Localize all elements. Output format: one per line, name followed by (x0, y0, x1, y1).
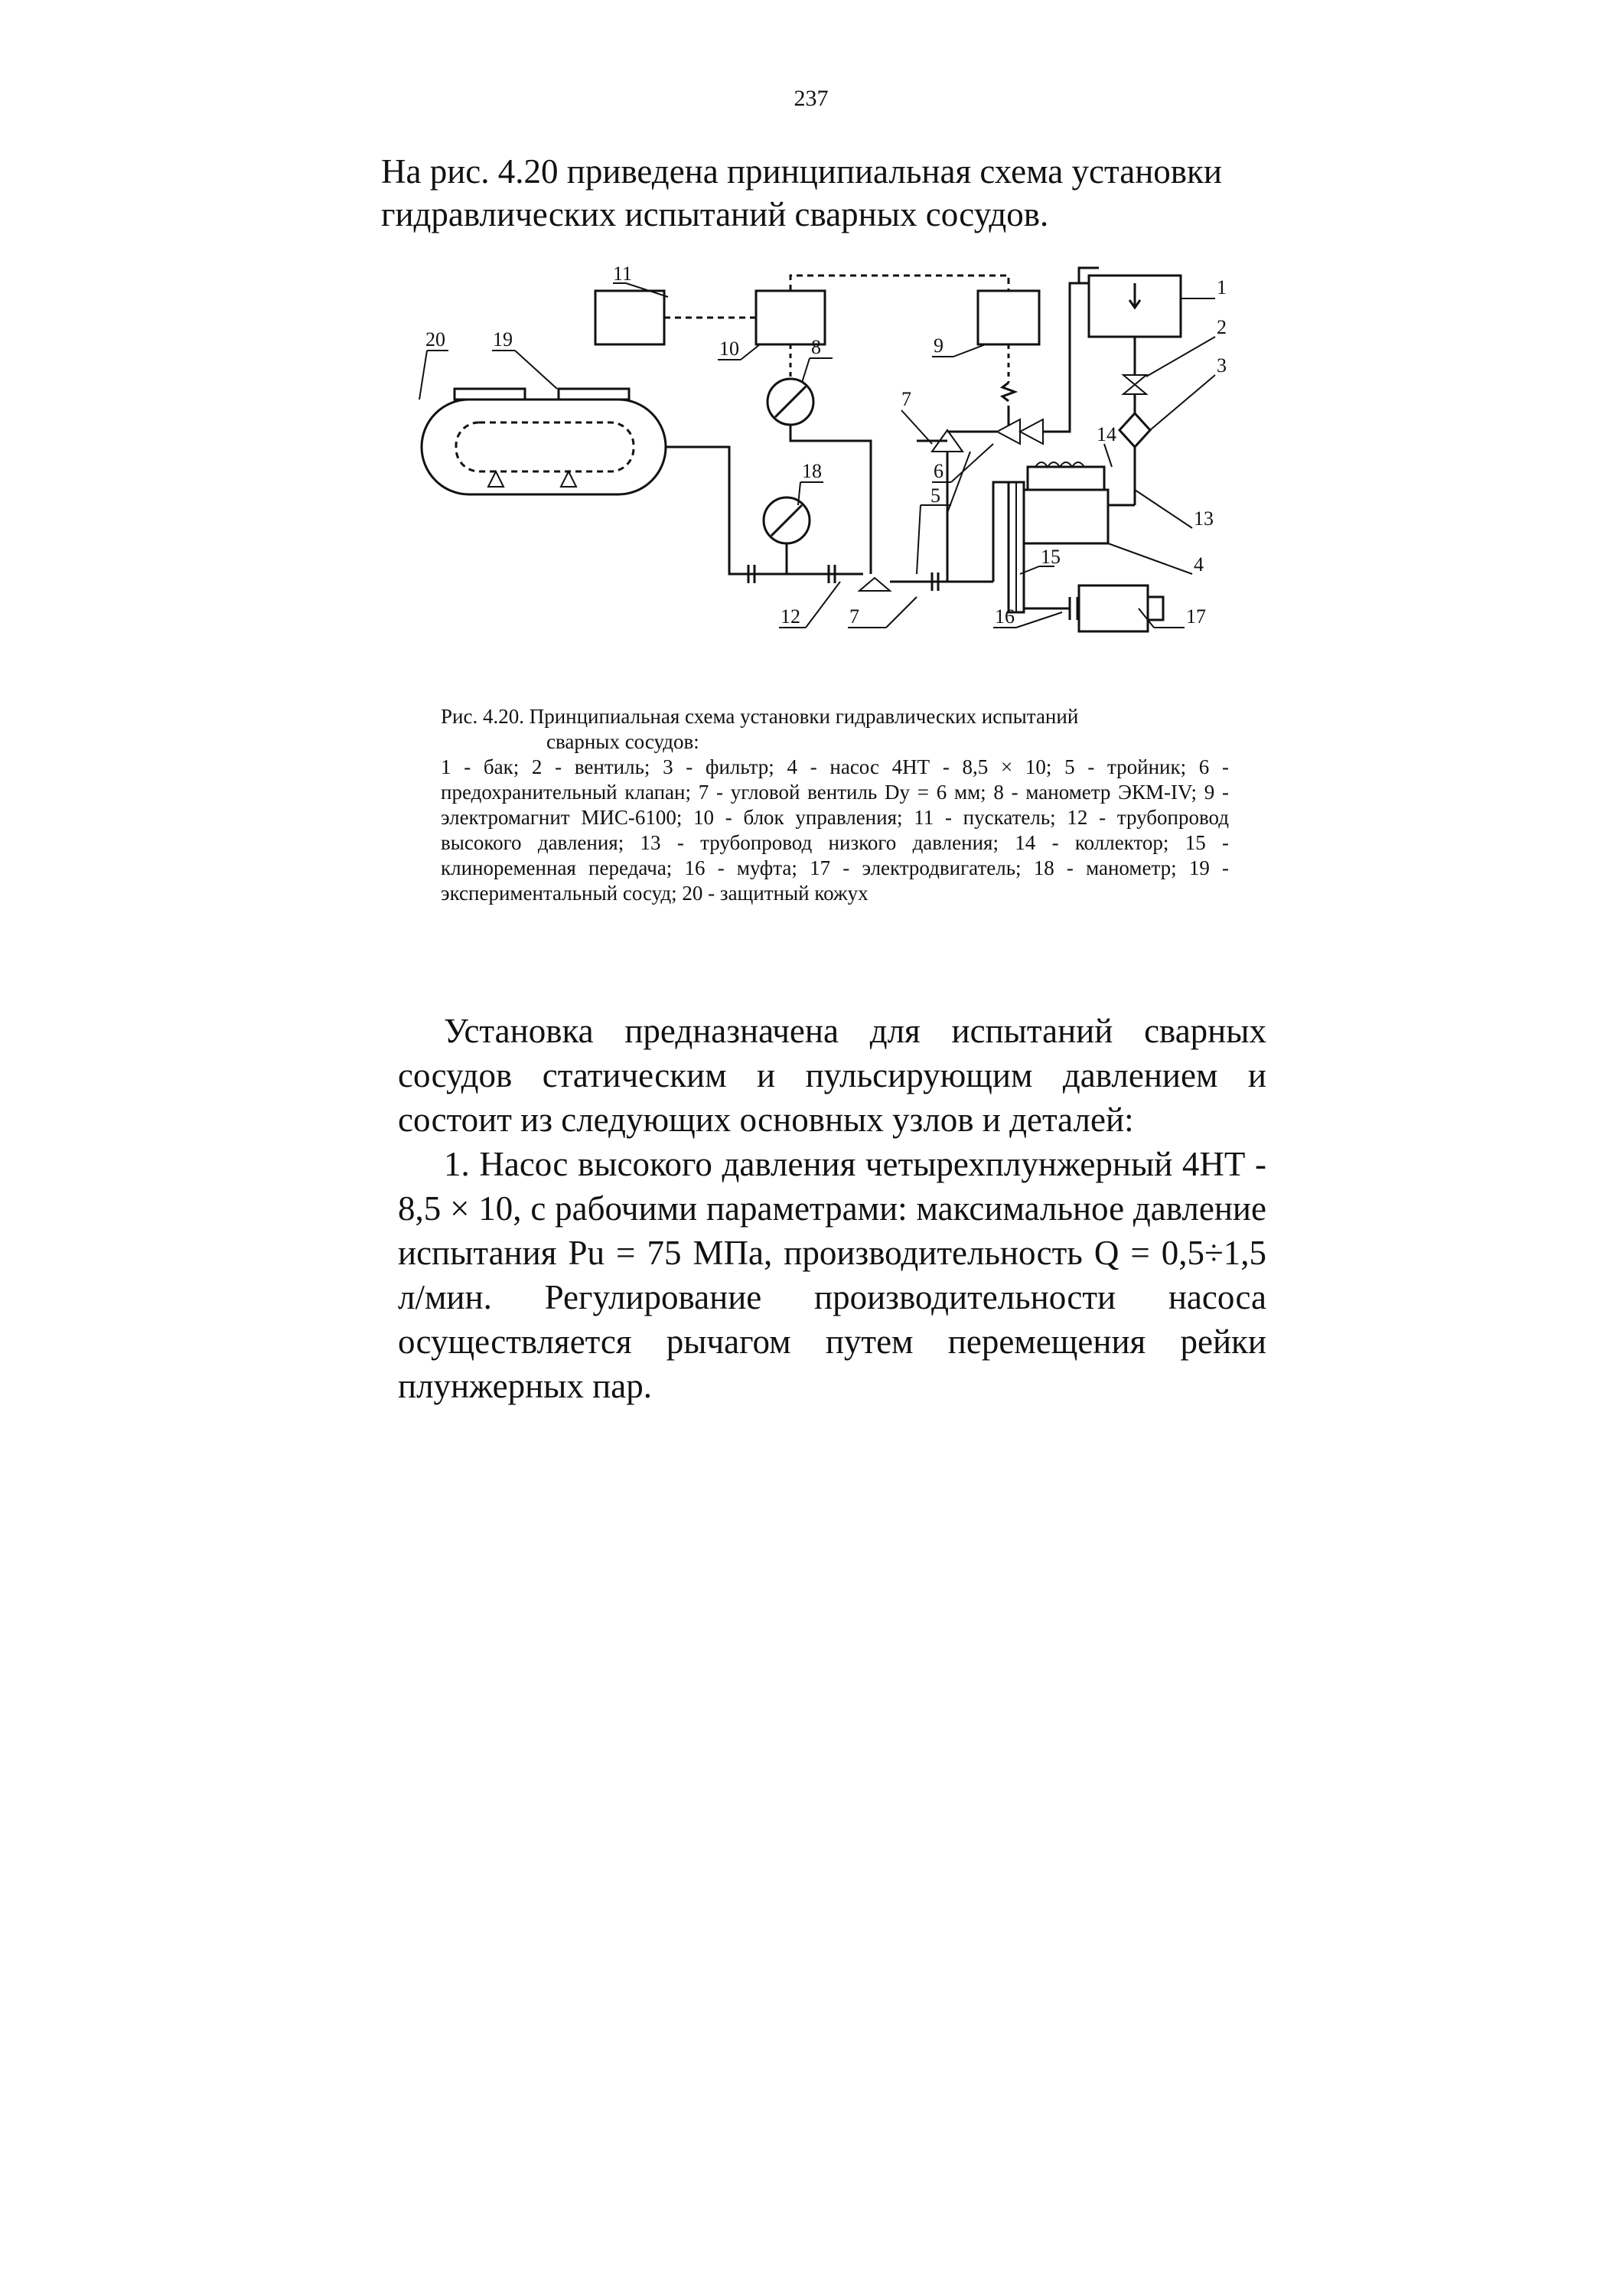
body-paragraph-2: 1. Насос высокого давления четырехплунжерный 4НТ - 8,5 × 10, с рабочими параметрами: максимальное давление испытания Pu = 75 МПа, производительность Q = 0,5÷1,5 л/мин. Регулирование производительности насоса осуществляется рычагом путем перемещения рейки плунжерных пар. (398, 1145, 1266, 1405)
caption-title-line1: Рис. 4.20. Принципиальная схема установки гидравлических испытаний (441, 705, 1079, 728)
fig-label-10: 10 (719, 338, 739, 360)
pump-box (1024, 490, 1108, 543)
figure-caption (441, 704, 1229, 906)
fig-label-13: 13 (1194, 507, 1214, 530)
motor-box (1079, 585, 1148, 631)
body-paragraph-1: Установка предназначена для испытаний сварных сосудов статическим и пульсирующим давлением и состоит из следующих основных узлов и деталей: (398, 1012, 1266, 1139)
caption-legend: 1 - бак; 2 - вентиль; 3 - фильтр; 4 - насос 4НТ - 8,5 × 10; 5 - тройник; 6 - предохранительный клапан; 7 - угловой вентиль Dу = 6 мм; 8 - манометр ЭКМ-IV; 9 - электромагнит МИС-6100; 10 - блок управления; 11 - пускатель; 12 - трубопровод высокого давления; 13 - трубопровод низкого давления; 14 - коллектор; 15 - клиноременная передача; 16 - муфта; 17 - электродвигатель; 18 - манометр; 19 - экспериментальный сосуд; 20 - защитный кожух (441, 755, 1229, 905)
fig-label-15: 15 (1041, 546, 1061, 568)
fig-label-3: 3 (1217, 354, 1227, 377)
fig-label-18: 18 (802, 460, 822, 482)
caption-title-line2: сварных сосудов: (546, 730, 699, 753)
fig-label-7-top: 7 (901, 388, 911, 410)
schematic-diagram (381, 260, 1261, 696)
fig-label-2: 2 (1217, 316, 1227, 338)
fig-label-9: 9 (934, 334, 943, 357)
fig-label-5: 5 (930, 484, 940, 507)
collector-box (1028, 467, 1104, 490)
starter-box (595, 291, 664, 344)
schematic-figure (381, 260, 1261, 696)
fig-label-8: 8 (811, 336, 821, 358)
fig-label-20: 20 (425, 328, 445, 351)
fig-label-6: 6 (934, 460, 943, 482)
fig-label-16: 16 (995, 605, 1015, 628)
casing-plate-left (455, 389, 525, 400)
page-number: 237 (794, 86, 829, 111)
fig-label-17: 17 (1186, 605, 1206, 628)
fig-label-11: 11 (613, 263, 633, 285)
body-text (398, 1009, 1266, 1408)
experimental-vessel-shape (456, 422, 634, 471)
casing-plate-right (559, 389, 629, 400)
protective-casing-shape (422, 400, 666, 494)
fig-label-19: 19 (493, 328, 513, 351)
fig-label-1: 1 (1217, 276, 1227, 298)
fig-label-4: 4 (1194, 553, 1204, 576)
fig-label-12: 12 (781, 605, 800, 628)
fig-label-14: 14 (1097, 423, 1116, 445)
fig-label-7-bottom: 7 (849, 605, 859, 628)
electromagnet-box (978, 291, 1039, 344)
intro-paragraph: На рис. 4.20 приведена принципиальная схема установки гидравлических испытаний сварных сосудов. (381, 152, 1222, 233)
